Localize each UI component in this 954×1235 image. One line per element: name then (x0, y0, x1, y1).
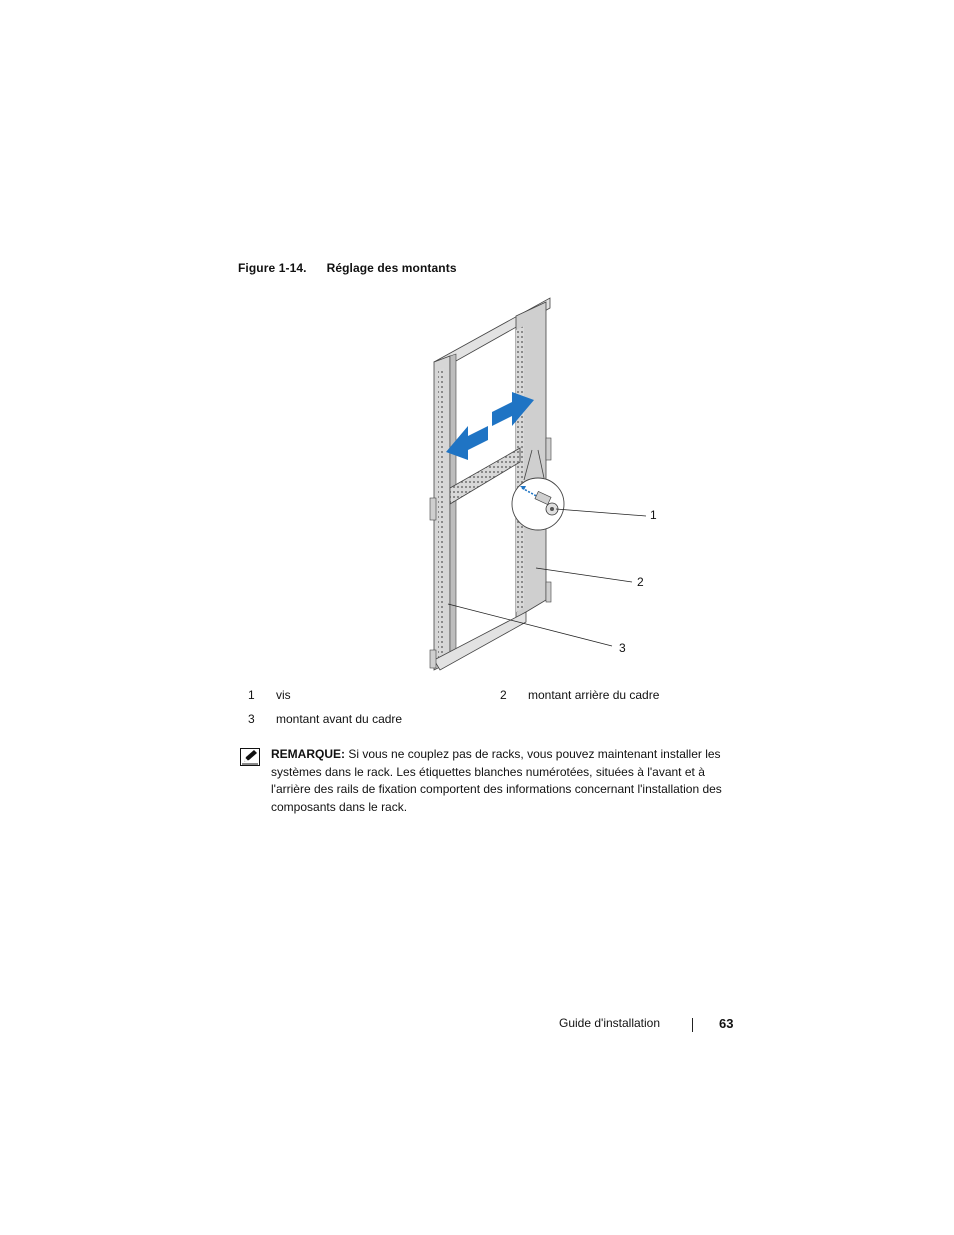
rack-frame-illustration (420, 290, 670, 675)
callout-2: 2 (637, 575, 644, 589)
legend-number: 1 (248, 688, 255, 702)
legend-text: vis (276, 688, 291, 702)
legend-text: montant arrière du cadre (528, 688, 660, 702)
note-text (271, 746, 741, 816)
leader-line-1 (556, 509, 646, 516)
note-label: REMARQUE: (271, 747, 345, 761)
callout-1: 1 (650, 508, 657, 522)
legend-text: montant avant du cadre (276, 712, 403, 726)
footer-guide-title: Guide d'installation (559, 1016, 661, 1030)
leader-line-2 (536, 568, 632, 582)
figure-caption (238, 261, 457, 275)
page-number: 63 (719, 1016, 734, 1031)
callout-3: 3 (619, 641, 626, 655)
pencil-note-icon (240, 748, 260, 766)
figure-title: Réglage des montants (326, 261, 457, 275)
figure-number: Figure 1-14. (238, 261, 307, 275)
legend-number: 3 (248, 712, 255, 726)
note-body: Si vous ne couplez pas de racks, vous pouvez maintenant installer les systèmes dans le rack. Les étiquettes blanches numérotées, situées à l'avant et à l'arrière des rails de fixation comportent des informations concernant l'installation des composants dans le rack. (271, 747, 722, 814)
footer-divider (692, 1018, 693, 1032)
legend-number: 2 (500, 688, 507, 702)
